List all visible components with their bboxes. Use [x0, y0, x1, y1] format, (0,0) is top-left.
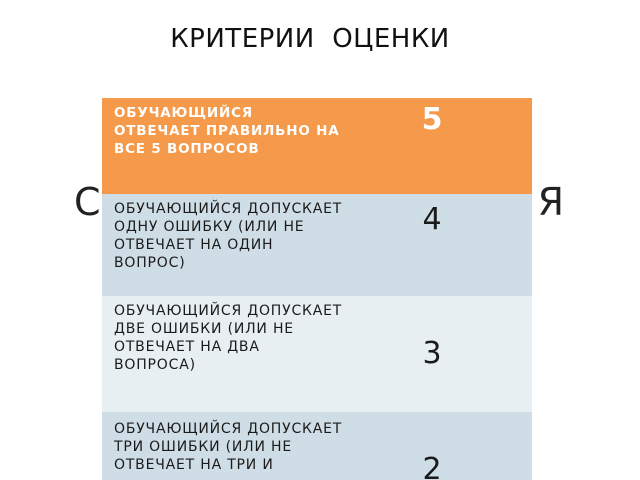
table-row [102, 296, 532, 412]
grading-criteria-table [102, 98, 532, 480]
grade-cell: 3 [422, 336, 442, 371]
criterion-cell: ОБУЧАЮЩИЙСЯ ОТВЕЧАЕТ ПРАВИЛЬНО НА ВСЕ 5 ВОПРОСОВ [114, 105, 340, 157]
grade-cell: 4 [422, 202, 442, 237]
slide-title: КРИТЕРИИ ОЦЕНКИ [170, 24, 450, 54]
table-row [102, 412, 532, 480]
table-row [102, 98, 532, 194]
background-text-right: Я [537, 180, 564, 224]
grade-cell: 5 [421, 102, 443, 137]
criterion-cell: ОБУЧАЮЩИЙСЯ ДОПУСКАЕТ ДВЕ ОШИБКИ (ИЛИ НЕ ОТВЕЧАЕТ НА ДВА ВОПРОСА) [114, 303, 343, 373]
criterion-cell: ОБУЧАЮЩИЙСЯ ДОПУСКАЕТ ОДНУ ОШИБКУ (ИЛИ НЕ ОТВЕЧАЕТ НА ОДИН ВОПРОС) [114, 201, 343, 271]
table-row [102, 194, 532, 296]
background-text-left: С [74, 180, 101, 224]
grade-cell: 2 [422, 452, 442, 480]
criterion-cell: ОБУЧАЮЩИЙСЯ ДОПУСКАЕТ ТРИ ОШИБКИ (ИЛИ НЕ ОТВЕЧАЕТ НА ТРИ И [114, 421, 343, 473]
